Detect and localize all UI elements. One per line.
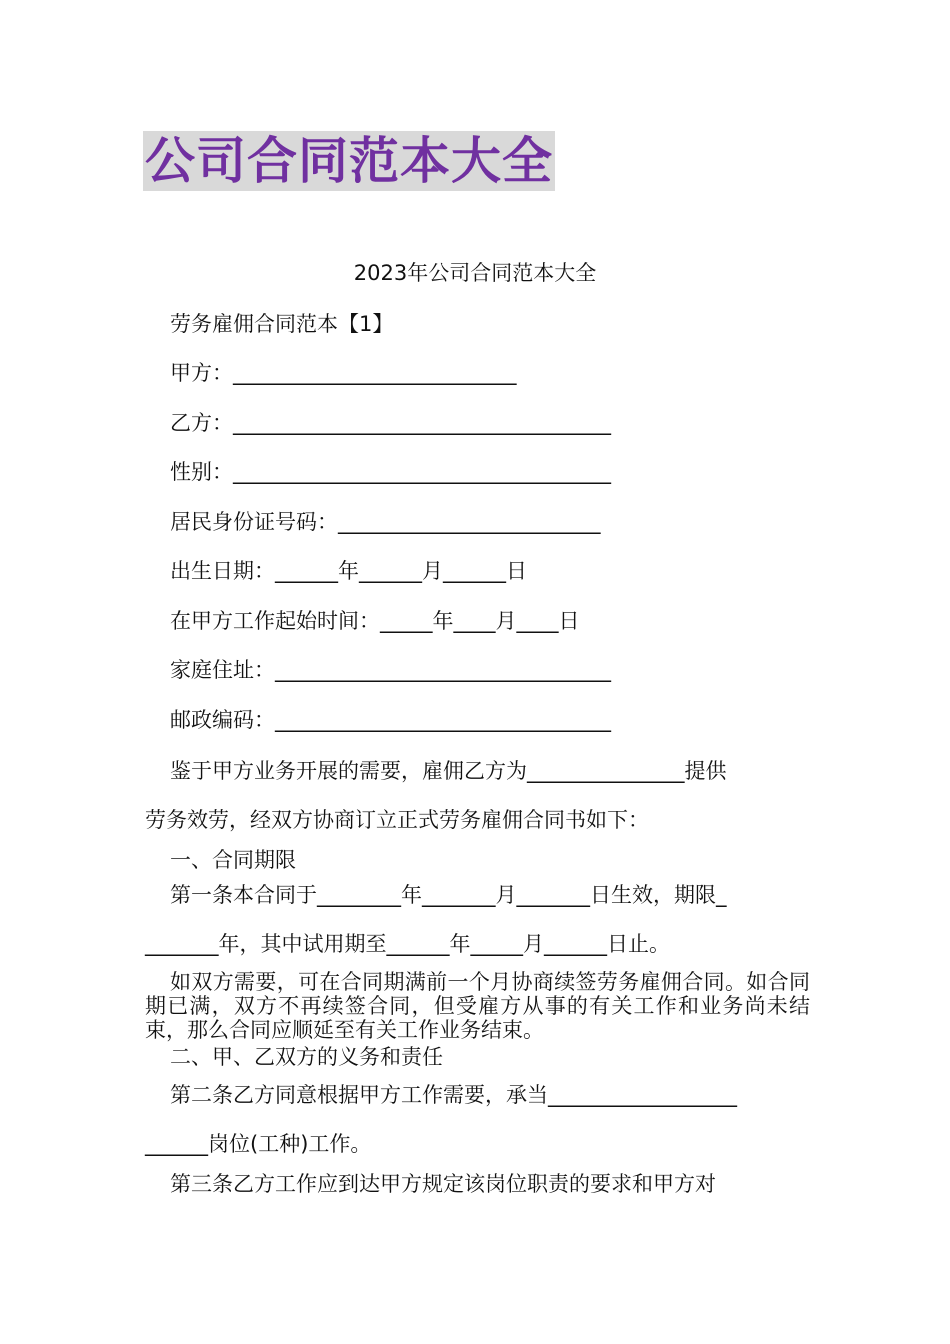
heading-contract-term: 一、合同期限 bbox=[170, 848, 296, 872]
article-1-line-2: _______年，其中试用期至______年_____月______日止。 bbox=[145, 932, 670, 956]
field-start-date: 在甲方工作起始时间：_____年____月____日 bbox=[170, 609, 580, 633]
field-party-b: 乙方：____________________________________ bbox=[170, 411, 611, 435]
document-subtitle: 2023年公司合同范本大全 bbox=[353, 261, 597, 285]
field-id-number: 居民身份证号码：_________________________ bbox=[170, 510, 601, 534]
article-2-line-1: 第二条乙方同意根据甲方工作需要，承当__________________ bbox=[170, 1083, 737, 1107]
heading-obligations: 二、甲、乙双方的义务和责任 bbox=[170, 1045, 443, 1069]
field-party-a: 甲方：___________________________ bbox=[170, 361, 517, 385]
article-2-line-2: ______岗位(工种)工作。 bbox=[145, 1132, 372, 1156]
field-birth-date: 出生日期：______年______月______日 bbox=[170, 559, 527, 583]
field-gender: 性别：____________________________________ bbox=[170, 460, 611, 484]
intro-line-1: 鉴于甲方业务开展的需要，雇佣乙方为_______________提供 bbox=[170, 759, 727, 783]
article-1-line-1: 第一条本合同于________年_______月_______日生效，期限_ bbox=[170, 883, 727, 907]
article-3-line-1: 第三条乙方工作应到达甲方规定该岗位职责的要求和甲方对 bbox=[170, 1172, 716, 1196]
field-postcode: 邮政编码：________________________________ bbox=[170, 708, 611, 732]
document-main-title: 公司合同范本大全 bbox=[145, 132, 553, 190]
field-address: 家庭住址：________________________________ bbox=[170, 658, 611, 682]
renewal-paragraph: 如双方需要，可在合同期满前一个月协商续签劳务雇佣合同。如合同期已满，双方不再续签合同，但受雇方从事的有关工作和业务尚未结束，那么合同应顺延至有关工作业务结束。 bbox=[145, 970, 810, 1042]
section-title: 劳务雇佣合同范本【1】 bbox=[170, 312, 394, 336]
intro-line-2: 劳务效劳，经双方协商订立正式劳务雇佣合同书如下： bbox=[145, 808, 649, 832]
